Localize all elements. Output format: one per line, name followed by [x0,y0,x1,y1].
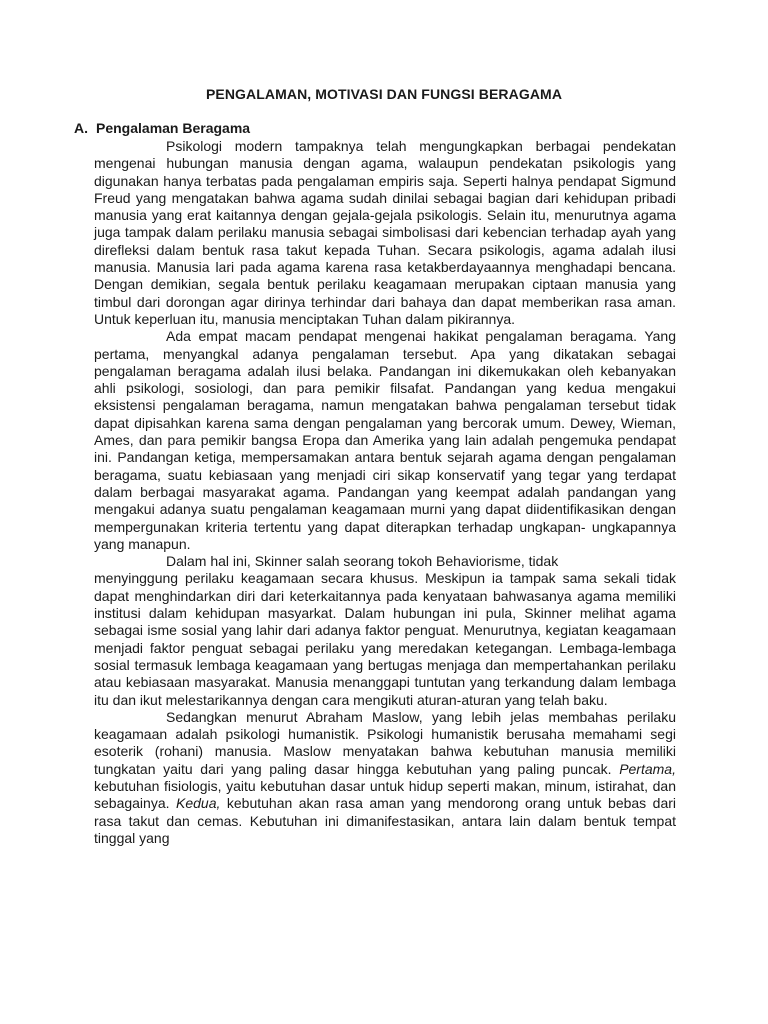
maslow-emphasis-second: Kedua, [176,795,221,812]
paragraph-freud: Psikologi modern tampaknya telah mengungkapkan berbagai pendekatan mengenai hubungan manusia dengan agama, walaupun pendekatan psikologis yang digunakan hanya terbatas pada pengalaman empiris saja. Seperti halnya pendapat Sigmund Freud yang mengatakan bahwa agama sudah dinilai sebagai bagian dari kehidupan pribadi manusia yang erat kaitannya dengan gejala-gejala psikologis. Selain itu, menurutnya agama juga tampak dalam perilaku manusia sebagai simbolisasi dari kebencian terhadap ayah yang direfleksi dalam bentuk rasa takut kepada Tuhan. Secara psikologis, agama adalah ilusi manusia. Manusia lari pada agama karena rasa ketakberdayaannya menghadapi bencana. Dengan demikian, segala bentuk perilaku keagamaan merupakan ciptaan manusia yang timbul dari dorongan agar dirinya terhindar dari bahaya dan dapat memberikan rasa aman. Untuk keperluan itu, manusia menciptakan Tuhan dalam pikirannya. [94,138,676,327]
paragraph-skinner-first-line: Dalam hal ini, Skinner salah seorang tokoh Behaviorisme, tidak [166,553,559,570]
document-title: PENGALAMAN, MOTIVASI DAN FUNGSI BERAGAMA [205,86,563,102]
section-marker: A. [74,120,88,136]
body-text [94,138,676,847]
maslow-text-b: kebutuhan fisiologis, yaitu kebutuhan dasar untuk hidup seperti makan, minum, istirahat, dan sebagainya. [94,777,676,812]
maslow-text-a: Sedangkan menurut Abraham Maslow, yang lebih jelas membahas perilaku keagamaan adalah psikologi humanistik. Psikologi humanistik berusaha memahami segi esoterik (rohani) manusia. Maslow menyatakan bahwa kebutuhan manusia memiliki tungkatan yaitu dari yang paling dasar hingga kebutuhan yang paling puncak. [94,708,676,777]
paragraph-skinner: menyinggung perilaku keagamaan secara khusus. Meskipun ia tampak sama sekali tidak dapat menghindarkan diri dari keterkaitannya pada kenyataan bahwasanya agama memiliki institusi dalam kehidupan masyarkat. Dalam hubungan ini pula, Skinner melihat agama sebagai isme sosial yang lahir dari adanya faktor penguat. Menurutnya, kegiatan keagamaan menjadi faktor penguat sebagai perilaku yang meredakan ketegangan. Lembaga-lembaga sosial termasuk lembaga keagamaan yang bertugas menjaga dan mempertahankan perilaku atau kebiasaan masyarakat. Manusia menanggapi tuntutan yang terkandung dalam lembaga itu dan ikut melestarikannya dengan cara mengikuti aturan-aturan yang telah baku. [94,570,676,708]
paragraph-four-views: Ada empat macam pendapat mengenai hakikat pengalaman beragama. Yang pertama, menyangkal adanya pengalaman tersebut. Apa yang dikatakan sebagai pengalaman beragama adalah ilusi belaka. Pandangan ini dikemukakan oleh kebanyakan ahli psikologi, sosiologi, dan para pemikir filsafat. Pandangan yang kedua mengakui eksistensi pengalaman beragama, namun mengatakan bahwa pengalaman tersebut tidak dapat dipisahkan karena sama dengan pengalaman yang bercorak umum. Dewey, Wieman, Ames, dan para pemikir bangsa Eropa dan Amerika yang lain adalah pengemuka pendapat ini. Pandangan ketiga, mempersamakan antara bentuk sejarah agama dengan pengalaman beragama, suatu kebiasaan yang menjadi ciri sikap konservatif yang tegar yang terdapat dalam berbagai masyarakat agama. Pandangan yang keempat adalah pandangan yang mengakui adanya suatu pengalaman keagamaan murni yang dapat diidentifikasikan dengan mempergunakan kriteria tertentu yang dapat diterapkan terhadap ungkapan- ungkapannya yang manapun. [94,328,676,552]
section-heading-text: Pengalaman Beragama [96,120,251,136]
maslow-text-c: kebutuhan akan rasa aman yang mendorong orang untuk bebas dari rasa takut dan cemas. Kebutuhan ini dimanifestasikan, antara lain dalam bentuk tempat tinggal yang [94,795,677,846]
section-heading [74,120,250,136]
paragraph-maslow [94,709,676,847]
maslow-emphasis-first: Pertama, [619,760,676,777]
